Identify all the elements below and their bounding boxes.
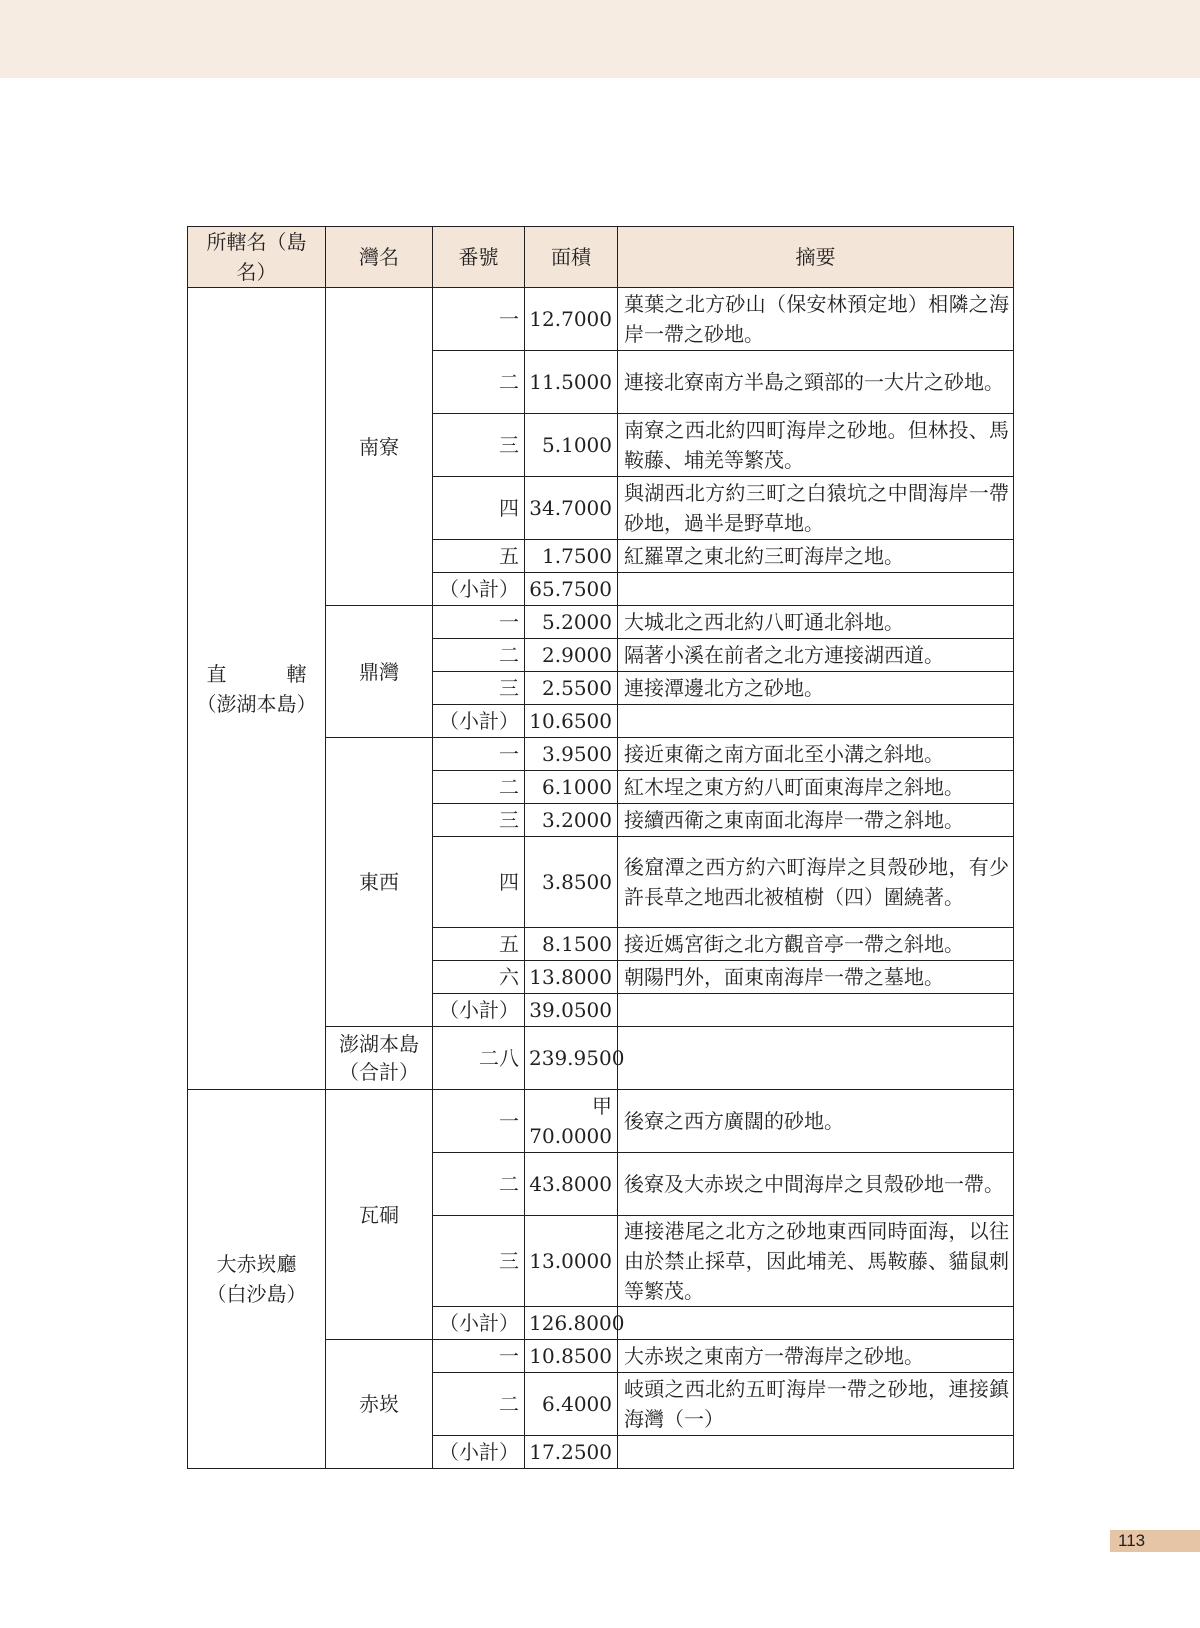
area-cell [525,573,618,606]
number-cell: 三 [433,1216,525,1307]
area-cell [525,994,618,1027]
area-cell [525,1153,618,1216]
number-cell: 二 [433,351,525,414]
bay-name-cell: 東西 [326,738,433,1027]
area-cell [525,928,618,961]
number-cell: 一 [433,1090,525,1153]
area-value: 8.1500 [542,932,612,956]
summary-cell [618,1307,1014,1340]
summary-cell: 後寮及大赤崁之中間海岸之貝殼砂地一帶。 [618,1153,1014,1216]
area-value: 2.9000 [542,643,612,667]
summary-cell: 接續西衛之東南面北海岸一帶之斜地。 [618,804,1014,837]
summary-cell: 後窟潭之西方約六町海岸之貝殼砂地，有少許長草之地西北被植樹（四）圍繞著。 [618,837,1014,928]
top-band [0,0,1200,78]
area-value: 5.2000 [542,610,612,634]
number-cell: 二 [433,771,525,804]
summary-cell [618,1027,1014,1090]
summary-cell: 菓葉之北方砂山（保安林預定地）相隣之海岸一帶之砂地。 [618,288,1014,351]
number-cell: 一 [433,1340,525,1373]
area-cell [525,1373,618,1436]
area-value: 17.2500 [529,1440,612,1464]
jurisdiction-cell-line: 直 轄 [206,661,307,686]
area-value: 65.7500 [529,577,612,601]
page-number: 113 [1110,1530,1200,1552]
area-cell [525,961,618,994]
number-cell: 五 [433,540,525,573]
jurisdiction-cell-line: （白沙島） [206,1282,307,1306]
bay-name-cell: 鼎灣 [326,606,433,738]
area-cell [525,540,618,573]
summary-cell [618,994,1014,1027]
area-cell [525,705,618,738]
area-cell [525,1090,618,1153]
area-cell [525,672,618,705]
header-bay: 灣名 [326,227,433,288]
header-jurisdiction: 所轄名（島名） [188,227,326,288]
number-cell: 二八 [433,1027,525,1090]
header-summary: 摘要 [618,227,1014,288]
summary-cell [618,1436,1014,1469]
bay-name-cell: 瓦硐 [326,1090,433,1340]
area-value: 70.0000 [529,1124,612,1148]
area-value: 5.1000 [542,433,612,457]
jurisdiction-cell-line: 大赤崁廳 [216,1252,297,1276]
area-value: 2.5500 [542,676,612,700]
number-cell: 五 [433,928,525,961]
number-cell: 二 [433,1373,525,1436]
area-unit: 甲 [592,1094,612,1118]
summary-cell: 接近媽宮街之北方觀音亭一帶之斜地。 [618,928,1014,961]
area-value: 13.0000 [529,1249,612,1273]
summary-cell: 大城北之西北約八町通北斜地。 [618,606,1014,639]
summary-cell [618,573,1014,606]
area-cell: 239.9500 [525,1027,618,1090]
summary-cell: 南寮之西北約四町海岸之砂地。但林投、馬鞍藤、埔羌等繁茂。 [618,414,1014,477]
total-label-cell-line: （合計） [339,1060,419,1084]
header-number: 番號 [433,227,525,288]
area-cell [525,288,618,351]
summary-cell: 連接潭邊北方之砂地。 [618,672,1014,705]
summary-cell: 朝陽門外，面東南海岸一帶之墓地。 [618,961,1014,994]
number-cell: （小計） [433,994,525,1027]
area-cell [525,804,618,837]
summary-cell: 連接港尾之北方之砂地東西同時面海，以往由於禁止採草，因此埔羌、馬鞍藤、貓鼠刺等繁茂。 [618,1216,1014,1307]
area-value: 3.2000 [542,808,612,832]
summary-cell: 岐頭之西北約五町海岸一帶之砂地，連接鎮海灣（一） [618,1373,1014,1436]
summary-cell: 紅木埕之東方約八町面東海岸之斜地。 [618,771,1014,804]
summary-cell: 隔著小溪在前者之北方連接湖西道。 [618,639,1014,672]
number-cell: 一 [433,606,525,639]
bay-name-cell: 赤崁 [326,1340,433,1469]
area-value: 13.8000 [529,965,612,989]
number-cell: 一 [433,288,525,351]
area-value: 34.7000 [529,496,612,520]
number-cell: 四 [433,477,525,540]
area-value: 11.5000 [529,370,612,394]
area-cell [525,414,618,477]
area-value: 43.8000 [529,1172,612,1196]
area-cell [525,639,618,672]
header-area: 面積 [525,227,618,288]
summary-cell: 紅羅罩之東北約三町海岸之地。 [618,540,1014,573]
area-cell [525,1340,618,1373]
jurisdiction-cell [188,288,326,1090]
area-cell [525,1307,625,1340]
header-row [188,227,1014,288]
summary-cell: 後寮之西方廣闊的砂地。 [618,1090,1014,1153]
number-cell: （小計） [433,1436,525,1469]
area-value: 1.7500 [542,544,612,568]
area-value: 12.7000 [529,307,612,331]
number-cell: 四 [433,837,525,928]
summary-cell: 接近東衛之南方面北至小溝之斜地。 [618,738,1014,771]
area-value: 10.8500 [529,1344,612,1368]
summary-cell: 大赤崁之東南方一帶海岸之砂地。 [618,1340,1014,1373]
number-cell: （小計） [433,1307,525,1340]
table-row [188,1090,1014,1153]
bay-name-cell: 南寮 [326,288,433,606]
number-cell: 三 [433,414,525,477]
number-cell: 一 [433,738,525,771]
area-cell [525,351,618,414]
number-cell: 二 [433,639,525,672]
summary-cell [618,705,1014,738]
total-label-cell-line: 澎湖本島 [339,1032,419,1056]
number-cell: 三 [433,672,525,705]
area-cell [525,606,618,639]
area-value: 6.4000 [542,1392,612,1416]
land-table [187,226,1014,1469]
number-cell: 六 [433,961,525,994]
area-value: 6.1000 [542,775,612,799]
area-cell [525,477,618,540]
jurisdiction-cell-line: （澎湖本島） [196,691,317,716]
total-label-cell [326,1027,433,1090]
area-cell [525,837,618,928]
summary-cell: 連接北寮南方半島之頸部的一大片之砂地。 [618,351,1014,414]
table-row [188,288,1014,351]
area-cell [525,738,618,771]
area-value: 126.8000 [529,1311,625,1335]
jurisdiction-cell [188,1090,326,1469]
number-cell: （小計） [433,705,525,738]
area-cell [525,771,618,804]
area-value: 3.8500 [542,870,612,894]
number-cell: 三 [433,804,525,837]
summary-cell: 與湖西北方約三町之白猿坑之中間海岸一帶砂地，過半是野草地。 [618,477,1014,540]
number-cell: 二 [433,1153,525,1216]
area-cell [525,1216,618,1307]
number-cell: （小計） [433,573,525,606]
area-value: 10.6500 [529,709,612,733]
area-value: 3.9500 [542,742,612,766]
area-value: 39.0500 [529,998,612,1022]
area-cell [525,1436,618,1469]
